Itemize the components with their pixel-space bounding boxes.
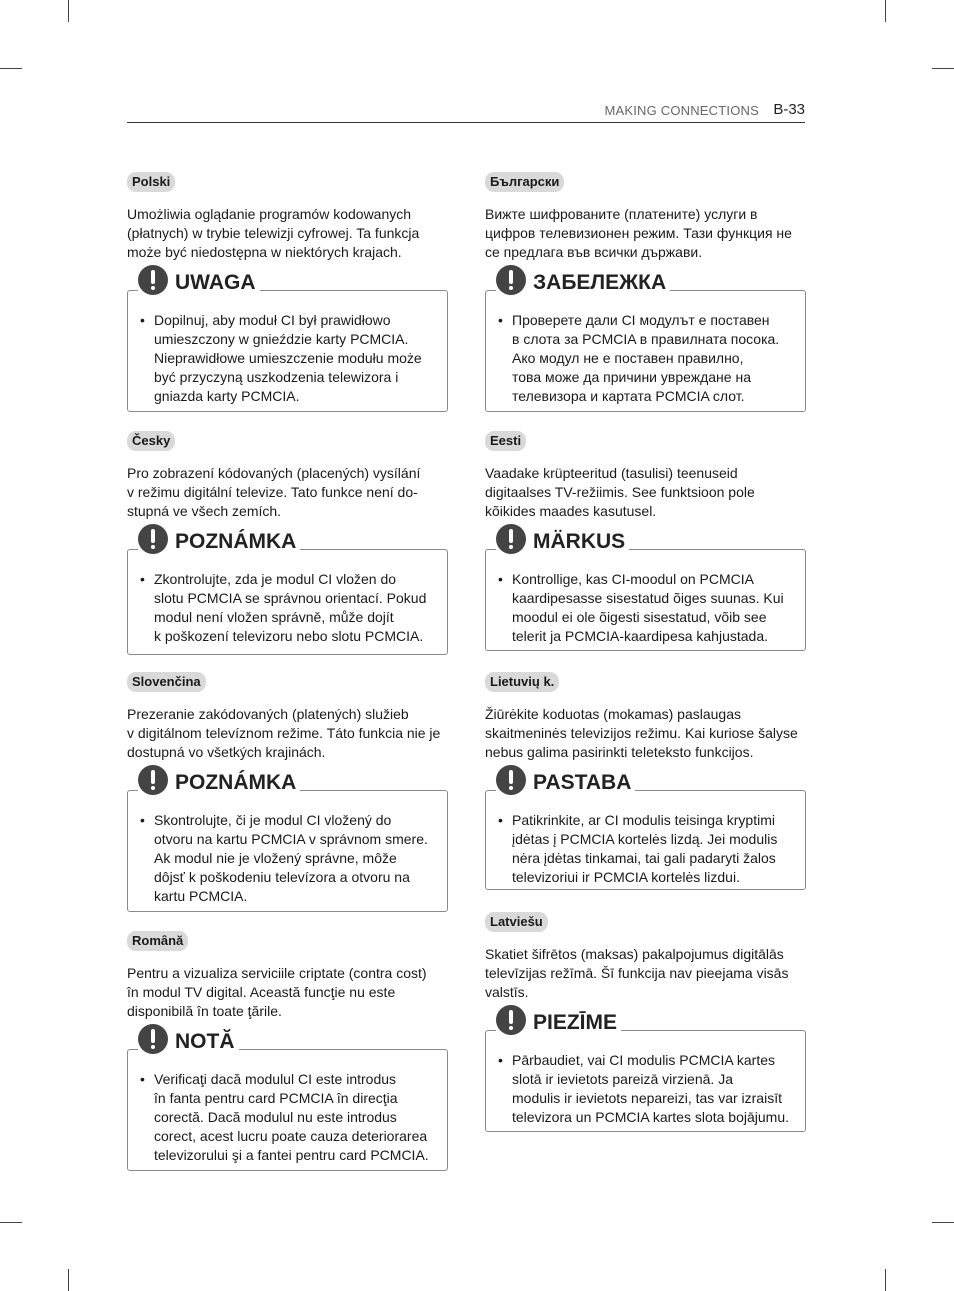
description-line: Pentru a vizualiza serviciile criptate (contra cost) <box>127 965 427 981</box>
note-line: dôjsť k poškodeniu televízora a otvoru na <box>154 869 410 885</box>
note-line: modul není vložen správně, může dojít <box>154 609 394 625</box>
language-label: Eesti <box>485 431 526 451</box>
note-line: Nieprawidłowe umieszczenie modułu może <box>154 350 422 366</box>
exclamation-icon <box>138 1024 168 1054</box>
description-line: disponibilă în toate ţările. <box>127 1003 282 1019</box>
note-title: PIEZĪME <box>533 1011 618 1034</box>
note-line: corect, acest lucru poate cauza deteriorarea <box>154 1128 428 1144</box>
note-box <box>485 771 806 890</box>
note-line: Ak modul nie je vložený správne, môže <box>154 850 397 866</box>
note-body <box>140 570 437 646</box>
description-line: Vaadake krüpteeritud (tasulisi) teenuseid <box>485 465 738 481</box>
description-line: v režimu digitální televize. Tato funkce není do- <box>127 484 418 500</box>
description-line: Skatiet šifrētos (maksas) pakalpojumus digitālās <box>485 946 784 962</box>
note-bullet <box>498 811 795 887</box>
note-body <box>140 1070 437 1165</box>
exclamation-icon <box>138 524 168 554</box>
note-line: • Patikrinkite, ar CI modulis teisinga kryptimi <box>512 812 775 828</box>
note-line: gniazda karty PCMCIA. <box>154 388 300 404</box>
note-title: POZNÁMKA <box>175 771 297 794</box>
language-label: Polski <box>127 172 175 192</box>
note-body <box>140 811 437 906</box>
language-section <box>127 431 448 644</box>
note-heading <box>138 526 300 560</box>
note-line: • Pārbaudiet, vai CI modulis PCMCIA kartes <box>512 1052 775 1068</box>
language-section <box>485 172 806 404</box>
crop-mark <box>68 1269 69 1291</box>
note-line: być przyczyną uszkodzenia telewizora i <box>154 369 399 385</box>
note-bullet <box>140 1070 437 1165</box>
language-label: Slovenčina <box>127 672 206 692</box>
note-line: • Dopilnuj, aby moduł CI był prawidłowo <box>154 312 391 328</box>
note-line: nėra įdėtas tinkamai, tai gali padaryti žalos <box>512 850 776 866</box>
note-line: slotu PCMCIA se správnou orientací. Pokud <box>154 590 427 606</box>
note-body <box>498 1051 795 1127</box>
description-line: televīzijas režīmā. Šī funkcija nav pieejama visās <box>485 965 789 981</box>
note-line: otvoru na kartu PCMCIA v správnom smere. <box>154 831 428 847</box>
note-line: в слота за PCMCIA в правилната посока. <box>512 331 780 347</box>
page-number: B-33 <box>773 101 805 118</box>
note-line: телевизора и картата PCMCIA слот. <box>512 388 745 404</box>
exclamation-icon <box>496 1005 526 1035</box>
note-line: k poškození televizoru nebo slotu PCMCIA. <box>154 628 424 644</box>
description-line: Prezeranie zakódovaných (platených) služieb <box>127 706 409 722</box>
note-line: telerit ja PCMCIA-kaardipesa kahjustada. <box>512 628 769 644</box>
crop-mark <box>932 68 954 69</box>
description-line: może być niedostępna w niektórych krajach. <box>127 244 402 260</box>
note-line: kaardipesasse sisestatud õiges suunas. Kui <box>512 590 784 606</box>
language-section <box>485 912 806 1125</box>
note-heading <box>138 767 300 801</box>
note-body <box>498 311 795 406</box>
note-heading <box>138 267 260 301</box>
note-heading <box>496 767 635 801</box>
note-box <box>485 1011 806 1132</box>
note-body <box>140 311 437 406</box>
description-line: dostupná vo všetkých krajinách. <box>127 744 326 760</box>
note-line: televizoriui ir PCMCIA kortelės lizdui. <box>512 869 740 885</box>
note-line: în fanta pentru card PCMCIA în direcţia <box>154 1090 398 1106</box>
description-line: stupná ve všech zemích. <box>127 503 282 519</box>
language-section <box>127 172 448 404</box>
description-line: nebus galima pasirinkti teleteksto funkcijos. <box>485 744 754 760</box>
note-bullet <box>498 570 795 646</box>
note-line: įdėtas į PCMCIA kortelės lizdą. Jei modulis <box>512 831 778 847</box>
note-line: • Zkontrolujte, zda je modul CI vložen do <box>154 571 397 587</box>
description-line: се предлага във всички държави. <box>485 244 703 260</box>
description-line: digitaalses TV-režiimis. See funktsioon pole <box>485 484 755 500</box>
note-title: PASTABA <box>533 771 632 794</box>
note-bullet <box>498 311 795 406</box>
note-title: ЗАБЕЛЕЖКА <box>533 271 667 294</box>
note-line: Ако модул не е поставен правилно, <box>512 350 744 366</box>
note-line: corectă. Dacă modulul nu este introdus <box>154 1109 397 1125</box>
exclamation-icon <box>138 265 168 295</box>
description-line: (płatnych) w trybie telewizji cyfrowej. Ta funkcja <box>127 225 420 241</box>
note-title: UWAGA <box>175 271 256 294</box>
exclamation-icon <box>496 524 526 554</box>
section-title: MAKING CONNECTIONS <box>604 103 759 118</box>
exclamation-icon <box>138 765 168 795</box>
crop-mark <box>885 0 886 22</box>
note-body <box>498 811 795 887</box>
page-header <box>127 98 805 123</box>
language-label: Română <box>127 931 188 951</box>
note-title: MÄRKUS <box>533 530 626 553</box>
note-box <box>485 530 806 651</box>
description-line: skaitmeninės televizijos režimu. Kai kuriose šalyse <box>485 725 798 741</box>
language-label: Lietuvių k. <box>485 672 559 692</box>
note-line: televizora un PCMCIA kartes slota bojājumu. <box>512 1109 790 1125</box>
crop-mark <box>0 1222 22 1223</box>
note-box <box>127 771 448 912</box>
language-section <box>127 672 448 904</box>
description-line: Umożliwia oglądanie programów kodowanych <box>127 206 412 222</box>
description-line: Žiūrėkite koduotas (mokamas) paslaugas <box>485 706 742 722</box>
note-box <box>127 1030 448 1171</box>
note-title: NOTĂ <box>175 1030 235 1053</box>
description-line: Pro zobrazení kódovaných (placených) vysílání <box>127 465 421 481</box>
note-line: • Kontrollige, kas CI-moodul on PCMCIA <box>512 571 754 587</box>
crop-mark <box>885 1269 886 1291</box>
note-line: modulis ir ievietots nepareizi, tas var izraisīt <box>512 1090 782 1106</box>
note-line: kartu PCMCIA. <box>154 888 248 904</box>
note-body <box>498 570 795 646</box>
note-box <box>485 271 806 412</box>
note-bullet <box>140 570 437 646</box>
note-heading <box>496 526 629 560</box>
crop-mark <box>0 68 22 69</box>
note-line: umieszczony w gnieździe karty PCMCIA. <box>154 331 409 347</box>
note-box <box>127 271 448 412</box>
note-heading <box>138 1026 239 1060</box>
note-line: • Проверете дали CI модулът е поставен <box>512 312 770 328</box>
note-bullet <box>498 1051 795 1127</box>
note-line: това може да причини увреждане на <box>512 369 751 385</box>
language-label: Български <box>485 172 564 192</box>
language-section <box>127 931 448 1163</box>
description-line: цифров телевизионен режим. Тази функция не <box>485 225 792 241</box>
note-bullet <box>140 311 437 406</box>
crop-mark <box>68 0 69 22</box>
language-section <box>485 672 806 885</box>
language-label: Česky <box>127 431 175 451</box>
description-line: v digitálnom televíznom režime. Táto funkcia nie je <box>127 725 441 741</box>
language-section <box>485 431 806 644</box>
note-box <box>127 530 448 655</box>
note-line: slotā ir ievietots pareizā virzienā. Ja <box>512 1071 733 1087</box>
note-heading <box>496 1007 621 1041</box>
description-line: valstīs. <box>485 984 529 1000</box>
description-line: kõikides maades kasutusel. <box>485 503 657 519</box>
note-line: televizorului şi a fantei pentru card PCMCIA. <box>154 1147 429 1163</box>
language-label: Latviešu <box>485 912 548 932</box>
description-line: Вижте шифрованите (платените) услуги в <box>485 206 758 222</box>
note-title: POZNÁMKA <box>175 530 297 553</box>
note-line: • Skontrolujte, či je modul CI vložený do <box>154 812 392 828</box>
note-line: • Verificaţi dacă modulul CI este introdus <box>154 1071 397 1087</box>
note-line: moodul ei ole õigesti sisestatud, võib see <box>512 609 767 625</box>
description-line: în modul TV digital. Această funcţie nu este <box>127 984 396 1000</box>
exclamation-icon <box>496 765 526 795</box>
note-bullet <box>140 811 437 906</box>
exclamation-icon <box>496 265 526 295</box>
note-heading <box>496 267 670 301</box>
crop-mark <box>932 1222 954 1223</box>
